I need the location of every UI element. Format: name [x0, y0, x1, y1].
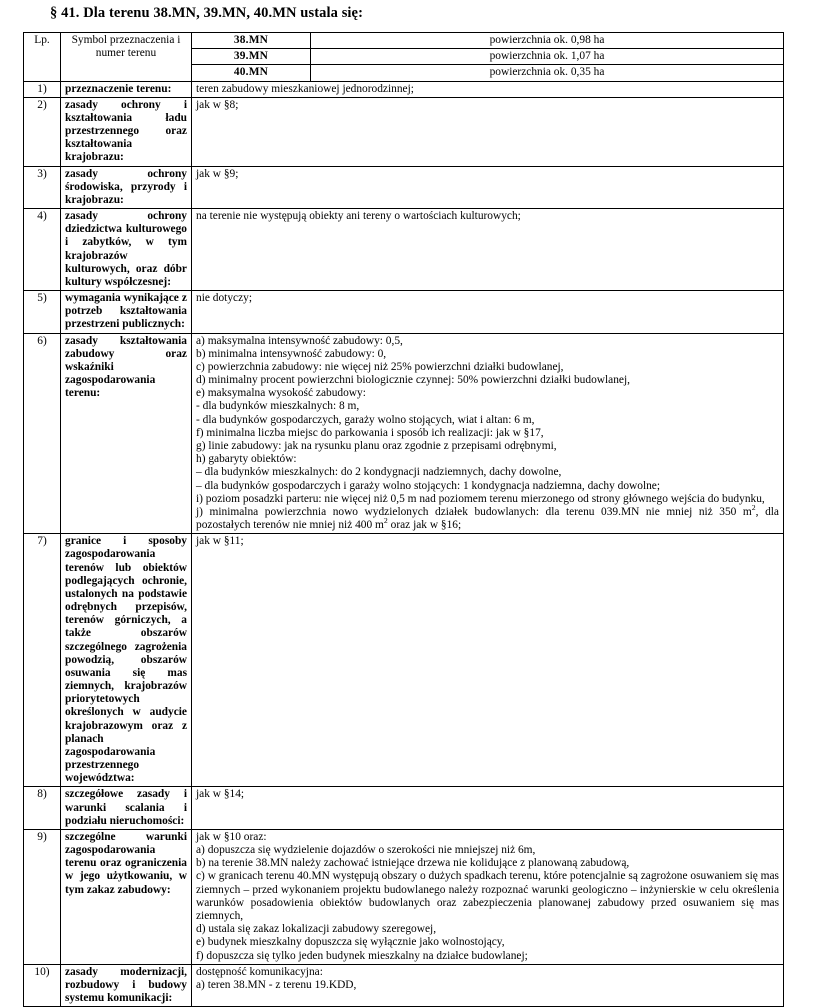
content-line: e) maksymalna wysokość zabudowy:	[196, 387, 366, 400]
row-content	[192, 964, 784, 1007]
row-content	[192, 209, 784, 291]
row-number: 8)	[24, 787, 61, 830]
content-line: jak w §11;	[196, 535, 244, 548]
content-line: jak w §8;	[196, 98, 239, 111]
table-row	[24, 166, 784, 209]
content-line: e) budynek mieszkalny dopuszcza się wyłącznie jako wolnostojący,	[196, 936, 505, 949]
content-line: teren zabudowy mieszkaniowej jednorodzinnej;	[196, 82, 414, 95]
table-row	[24, 829, 784, 964]
table-row	[24, 534, 784, 787]
terrain-area: powierzchnia ok. 0,98 ha	[311, 33, 784, 49]
terrain-area: powierzchnia ok. 0,35 ha	[311, 65, 784, 81]
row-number: 9)	[24, 829, 61, 964]
content-line: f) minimalna liczba miejsc do parkowania i sposób ich realizacji: jak w §17,	[196, 426, 544, 439]
content-line: a) teren 38.MN - z terenu 19.KDD,	[196, 978, 357, 991]
row-number: 6)	[24, 333, 61, 534]
row-label: zasady modernizacji, rozbudowy i budowy systemu komunikacji:	[61, 964, 192, 1007]
content-line: jak w §14;	[196, 788, 245, 801]
terrain-symbol: 40.MN	[192, 65, 311, 81]
content-line: j) minimalna powierzchnia nowo wydzielonych działek budowlanych: dla terenu 039.MN nie mniej niż 350 $m^2$, dla pozostałych terenów nie mniej niż 400 $m^2$ oraz jak w §16;	[196, 503, 779, 532]
terrain-symbol: 39.MN	[192, 49, 311, 65]
content-line: jak w §9;	[196, 167, 239, 180]
content-line: nie dotyczy;	[196, 292, 252, 305]
row-label: zasady ochrony i kształtowania ładu przestrzennego oraz kształtowania krajobrazu:	[61, 97, 192, 166]
planning-provisions-table	[23, 32, 784, 1007]
content-line: na terenie nie występują obiekty ani tereny o wartościach kulturowych;	[196, 210, 521, 223]
row-label: szczególne warunki zagospodarowania terenu oraz ograniczenia w jego użytkowaniu, w tym zakaz zabudowy:	[61, 829, 192, 964]
row-label: zasady kształtowania zabudowy oraz wskaźniki zagospodarowania terenu:	[61, 333, 192, 534]
table-row	[24, 209, 784, 291]
content-line: c) powierzchnia zabudowy: nie więcej niż 25% powierzchni działki budowlanej,	[196, 360, 564, 373]
row-number: 3)	[24, 166, 61, 209]
row-content	[192, 166, 784, 209]
content-line: dostępność komunikacyjna:	[196, 965, 323, 978]
row-number: 10)	[24, 964, 61, 1007]
row-label: szczegółowe zasady i warunki scalania i podziału nieruchomości:	[61, 787, 192, 830]
table-header-row	[24, 33, 784, 49]
content-line: - dla budynków gospodarczych, garaży wolno stojących, wiat i altan: 6 m,	[196, 413, 535, 426]
row-label: zasady ochrony środowiska, przyrody i krajobrazu:	[61, 166, 192, 209]
content-line: d) minimalny procent powierzchni biologicznie czynnej: 50% powierzchni działki budowlanej,	[196, 374, 630, 387]
table-row	[24, 81, 784, 97]
content-line: jak w §10 oraz:	[196, 830, 267, 843]
row-label: granice i sposoby zagospodarowania terenów lub obiektów podlegających ochronie, ustalonych na podstawie odrębnych przepisów, terenów górniczych, a także obszarów szczególnego zagrożenia powodzią, obszarów osuwania się mas ziemnych, krajobrazów priorytetowych określonych w audycie krajobrazowym oraz z planach zagospodarowania przestrzennego województwa:	[61, 534, 192, 787]
row-content	[192, 291, 784, 334]
content-line: g) linie zabudowy: jak na rysunku planu oraz zgodnie z przepisami odrębnymi,	[196, 439, 557, 452]
row-label: przeznaczenie terenu:	[61, 81, 192, 97]
header-cell-symbol: Symbol przeznaczenia i numer terenu	[61, 33, 192, 82]
content-line: f) dopuszcza się tylko jeden budynek mieszkalny na działce budowlanej;	[196, 949, 528, 962]
table-row	[24, 787, 784, 830]
content-line: i) poziom posadzki parteru: nie więcej niż 0,5 m nad poziomem terenu mierzonego od strony głównego wejścia do budynku,	[196, 492, 765, 505]
page-title: § 41. Dla terenu 38.MN, 39.MN, 40.MN ustala się:	[50, 5, 364, 21]
table-row	[24, 964, 784, 1007]
content-line: – dla budynków mieszkalnych: do 2 kondygnacji nadziemnych, dachy dowolne,	[196, 466, 562, 479]
table-row	[24, 291, 784, 334]
row-label: zasady ochrony dziedzictwa kulturowego i zabytków, w tym krajobrazów kulturowych, oraz dóbr kultury współczesnej:	[61, 209, 192, 291]
content-line: a) maksymalna intensywność zabudowy: 0,5,	[196, 334, 403, 347]
row-content	[192, 97, 784, 166]
content-line: b) na terenie 38.MN należy zachować istniejące drzewa nie kolidujące z planowaną zabudową,	[196, 857, 630, 870]
row-content	[192, 333, 784, 534]
content-line: d) ustala się zakaz lokalizacji zabudowy szeregowej,	[196, 923, 437, 936]
row-number: 7)	[24, 534, 61, 787]
content-line: h) gabaryty obiektów:	[196, 453, 297, 466]
row-content	[192, 787, 784, 830]
row-label: wymagania wynikające z potrzeb kształtowania przestrzeni publicznych:	[61, 291, 192, 334]
row-number: 4)	[24, 209, 61, 291]
content-line: - dla budynków mieszkalnych: 8 m,	[196, 400, 360, 413]
row-content	[192, 534, 784, 787]
content-line: b) minimalna intensywność zabudowy: 0,	[196, 347, 387, 360]
row-content	[192, 81, 784, 97]
terrain-symbol: 38.MN	[192, 33, 311, 49]
row-number: 5)	[24, 291, 61, 334]
content-line: a) dopuszcza się wydzielenie dojazdów o szerokości nie mniejszej niż 6m,	[196, 844, 536, 857]
table-row	[24, 333, 784, 534]
row-number: 2)	[24, 97, 61, 166]
row-number: 1)	[24, 81, 61, 97]
terrain-area: powierzchnia ok. 1,07 ha	[311, 49, 784, 65]
row-content	[192, 829, 784, 964]
header-cell-lp: Lp.	[24, 33, 61, 82]
content-line: c) w granicach terenu 40.MN występują obszary o dużych spadkach terenu, które potencjalnie są zagrożone osuwaniem się mas ziemnych – przed wykonaniem projektu budowlanego należy rozpoznać warunki geologiczno – inżynierskie w celu określenia warunków posadowienia obiektów budowlanych oraz zabezpieczenia planowanej zabudowy przed osuwaniem się mas ziemnych,	[196, 870, 779, 922]
table-row	[24, 97, 784, 166]
content-line: – dla budynków gospodarczych i garaży wolno stojących: 1 kondygnacja nadziemna, dachy dowolne;	[196, 479, 661, 492]
